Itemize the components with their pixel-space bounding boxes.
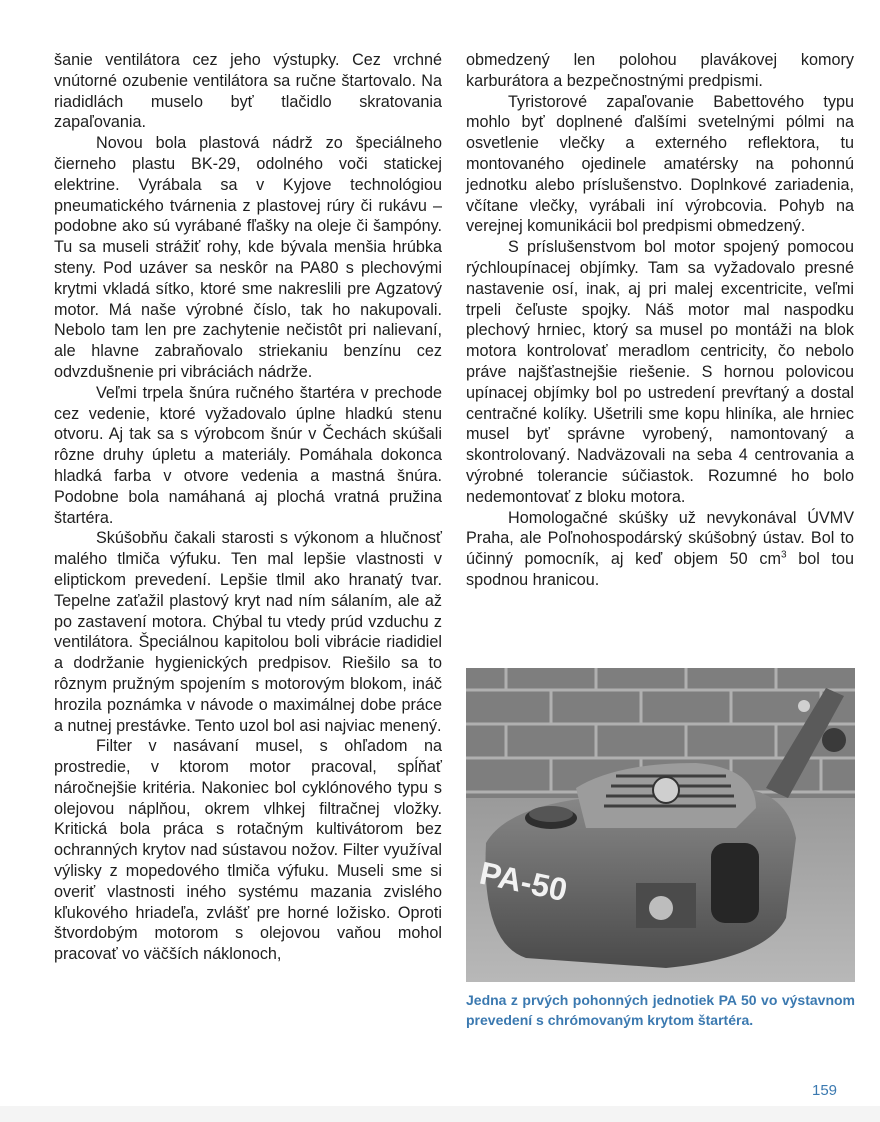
page-number: 159 bbox=[812, 1082, 838, 1099]
paragraph-homologation bbox=[466, 508, 854, 591]
superscript-three: 3 bbox=[780, 549, 787, 561]
paragraph-fuel-tank: Novou bola plastová nádrž zo špeciálneho čierneho plastu BK-29, odolného voči statickej elektrine. Vyrábala sa v Kyjove technológiou pneumatického tvárnenia z plastovej rúry či rukávu – podobne ako sú vyrábané fľašky na oleje či šampóny. Tu sa museli strážiť rohy, kde bývala menšia hrúbka steny. Pod uzáver sa neskôr na PA80 s plechovými krytmi vkladá sítko, ktoré sme nakreslili pre Agzatový motor. Má naše výrobné číslo, tak ho nakupovali. Nebolo tam len pre zachytenie nečistôt pri nalievaní, ale hlavne zabraňovalo striekaniu benzínu cez odvzdušnenie pri vibráciách nádrže. bbox=[54, 134, 442, 381]
engine-photo bbox=[466, 668, 855, 982]
left-text-column bbox=[54, 50, 442, 965]
paragraph-ignition: Tyristorové zapaľovanie Babettového typu mohlo byť doplnené ďalšími svetelnými pólmi na osvetlenie vlečky a externého reflektora, tu montovaného ojedinele amatérsky na pohonnú jednotku alebo príslušenstvo. Doplnkové zariadenia, včítane vlečky, vyrábali iní výrobcovia. Pohyb na verejnej komunikácii bol predpismi obmedzený. bbox=[466, 92, 854, 236]
paragraph-continuation: obmedzený len polohou plavákovej komory karburátora a bezpečnostnými predpismi. bbox=[466, 51, 854, 90]
figure-caption: Jedna z prvých pohonných jednotiek PA 50 vo výstavnom prevedení s chrómovaným krytom štartéra. bbox=[466, 992, 855, 1028]
paragraph-air-filter: Filter v nasávaní musel, s ohľadom na prostredie, v ktorom motor pracoval, spĺňať náročnejšie kritéria. Nakoniec bol cyklónového typu s olejovou náplňou, okrem vlhkej filtračnej vložky. Kritická bola práca s rotačným kultivátorom bez ochranných krytov nad sústavou nožov. Filter využíval výlisky z mopedového tlmiča výfuku. Museli sme si overiť vlastnosti iného systému mazania zvislého kľukového hriadeľa, zvlášť pre horné ložisko. Oproti štvordobým motorom s olejovou vaňou mohol pracovať vo väčších náklonoch, bbox=[54, 737, 442, 964]
homologation-tail: bol tou spodnou hranicou. bbox=[466, 550, 854, 589]
engine-photo-illustration bbox=[466, 668, 855, 982]
right-text-column bbox=[466, 50, 854, 591]
homologation-text: Homologačné skúšky už nevykonával ÚVMV Praha, ale Poľnohospodárský skúšobný ústav. Bol to účinný pomocník, aj keď objem 50 cm bbox=[466, 508, 854, 569]
bottom-margin bbox=[0, 1106, 880, 1122]
paragraph-testing-muffler: Skúšobňu čakali starosti s výkonom a hlučnosť malého tlmiča výfuku. Ten mal lepšie vlastnosti v eliptickom prevedení. Lepšie tlmil ako hranatý tvar. Tepelne zaťažil plastový kryt nad ním sálaním, ale až po zastavení motora. Chýbal tu vtedy prúd vzduchu z ventilátora. Špeciálnou kapitolou boli vibrácie riadidiel a dodržanie hygienických predpisov. Riešilo sa to rôznym pružným spojením s motorovým blokom, ináč hrozila poznámka v návode o maximálnej dobe práce a nutnej prestávke. Tento uzol bol asi najviac menený. bbox=[54, 529, 442, 735]
paragraph-coupling: S príslušenstvom bol motor spojený pomocou rýchloupínacej objímky. Tam sa vyžadovalo presné nastavenie osí, inak, aj pri malej excentricite, veľmi trpeli čeľuste spojky. Náš motor mal naspodku plechový hrniec, ktorý sa musel po montáži na blok motora kontrolovať meradlom centricity, čo nebolo práve najšťastnejšie riešenie. S hornou polovicou upínacej objímky bol po ustredení prevŕtaný a dostal centračné kolíky. Ušetrili sme kopu hliníka, ale hrniec musel byť správne vyrobený, namontovaný a skontrolovaný. Nadväzovali na seba 4 centrovania a výrobné tolerancie súčiastok. Rozumné ho bolo nedemontovať z bloku motora. bbox=[466, 238, 854, 506]
paragraph-starter-wiring: šanie ventilátora cez jeho výstupky. Cez vrchné vnútorné ozubenie ventilátora sa ručne štartovalo. Na riadidlách muselo byť tlačidlo skratovania zapaľovania. bbox=[54, 51, 442, 132]
engine-label: PA-50 bbox=[476, 854, 571, 909]
paragraph-starter-cord: Veľmi trpela šnúra ručného štartéra v prechode cez vedenie, ktoré vyžadovalo úplne hladkú stenu otvoru. Aj tak sa s výrobcom šnúr v Čechách skúšali rôzne druhy úpletu a materiály. Pomáhala dokonca hladká farba v otvore vedenia a mastná šnúra. Podobne bola namáhaná aj plochá vratná pružina štartéra. bbox=[54, 383, 442, 527]
